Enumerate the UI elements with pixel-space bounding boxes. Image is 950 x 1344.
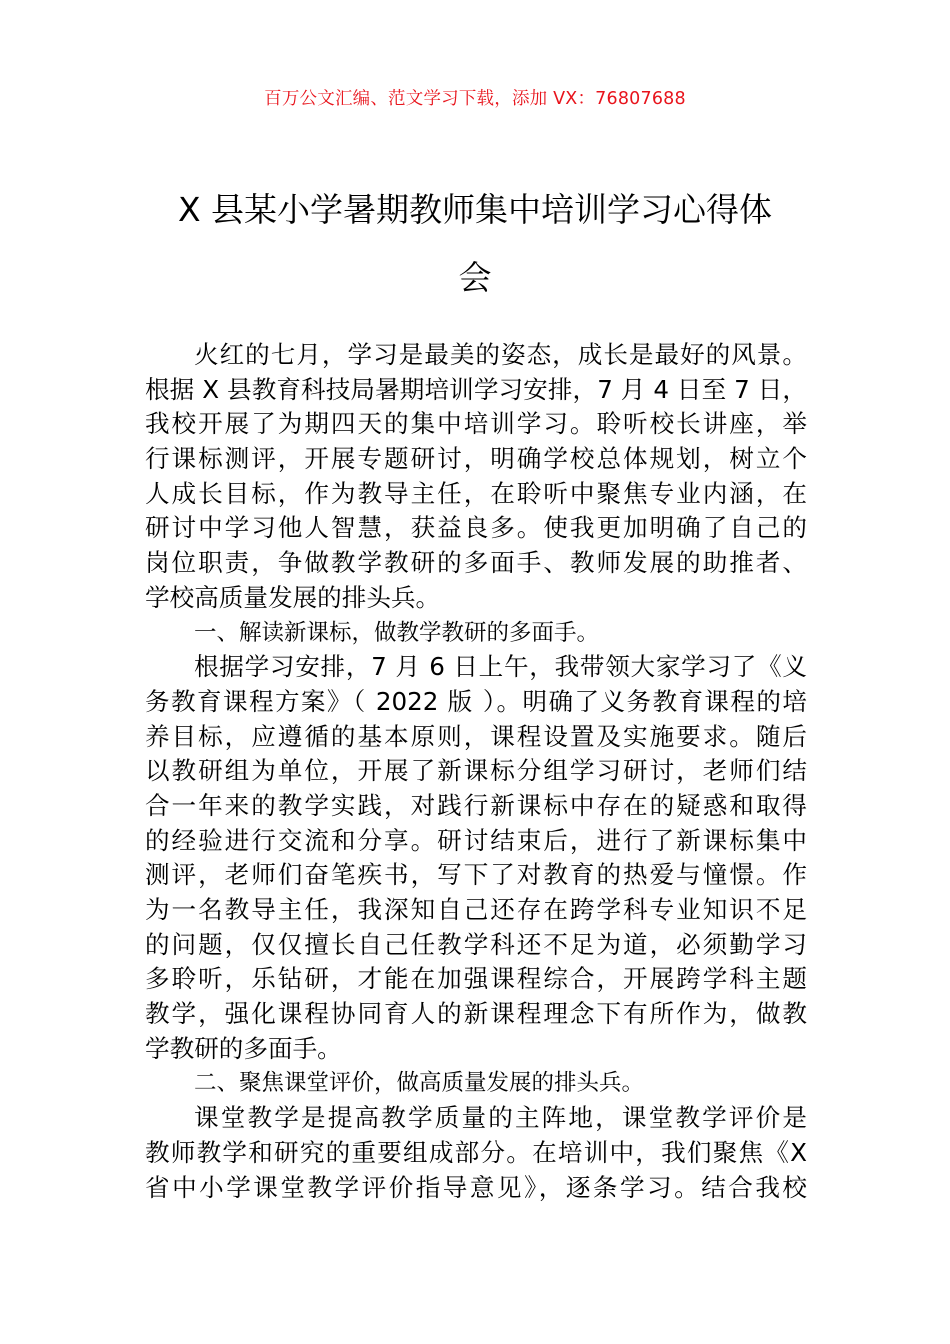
document-title <box>145 176 805 312</box>
section-heading-2 <box>145 1066 807 1101</box>
document-body <box>145 338 807 1205</box>
heading-line: 二、聚焦课堂评价，做高质量发展的排头兵。 <box>194 1070 645 1097</box>
text-line: 人成长目标，作为教导主任，在聆听中聚焦专业内涵，在 <box>145 478 807 508</box>
text-line: 我校开展了为期四天的集中培训学习。聆听校长讲座，举 <box>145 409 807 439</box>
text-line: 的经验进行交流和分享。研讨结束后，进行了新课标集中 <box>145 825 807 855</box>
text-line: 课堂教学是提高教学质量的主阵地，课堂教学评价是 <box>194 1103 807 1133</box>
text-line: 教师教学和研究的重要组成部分。在培训中，我们聚焦《X <box>145 1137 807 1167</box>
title-line-2: 会 <box>458 258 492 297</box>
heading-line: 一、解读新课标，做教学教研的多面手。 <box>194 619 600 646</box>
text-line: 根据学习安排，7 月 6 日上午，我带领大家学习了《义 <box>194 652 807 682</box>
text-line: 火红的七月，学习是最美的姿态，成长是最好的风景。 <box>194 340 807 369</box>
text-line: 教学，强化课程协同育人的新课程理念下有所作为，做教 <box>145 999 807 1029</box>
text-line: 养目标，应遵循的基本原则，课程设置及实施要求。随后 <box>145 721 807 751</box>
paragraph-intro <box>145 338 807 616</box>
text-line: 学教研的多面手。 <box>145 1033 342 1063</box>
text-line: 多聆听，乐钻研，才能在加强课程综合，开展跨学科主题 <box>145 964 807 994</box>
text-line: 行课标测评，开展专题研讨，明确学校总体规划，树立个 <box>145 444 807 474</box>
text-line: 测评，老师们奋笔疾书，写下了对教育的热爱与憧憬。作 <box>145 860 807 890</box>
title-line-1: X 县某小学暑期教师集中培训学习心得体 <box>177 190 773 229</box>
text-line: 务教育课程方案》（ 2022 版 ）。明确了义务教育课程的培 <box>145 686 807 716</box>
text-line: 根据 X 县教育科技局暑期培训学习安排，7 月 4 日至 7 日， <box>145 374 807 404</box>
section-heading-1 <box>145 616 807 651</box>
text-line: 合一年来的教学实践，对践行新课标中存在的疑惑和取得 <box>145 790 807 820</box>
text-line: 学校高质量发展的排头兵。 <box>145 582 441 612</box>
text-line: 为一名教导主任，我深知自己还存在跨学科专业知识不足 <box>145 895 807 924</box>
watermark-banner: 百万公文汇编、范文学习下载，添加 VX：76807688 <box>264 89 686 109</box>
text-line: 的问题，仅仅擅长自己任教学科还不足为道，必须勤学习 <box>145 929 807 959</box>
text-line: 岗位职责，争做教学教研的多面手、教师发展的助推者、 <box>145 548 807 578</box>
paragraph-section-1 <box>145 650 807 1066</box>
text-line: 研讨中学习他人智慧，获益良多。使我更加明确了自己的 <box>145 513 807 543</box>
text-line: 省中小学课堂教学评价指导意见》，逐条学习。结合我校 <box>145 1172 807 1202</box>
paragraph-section-2 <box>145 1101 807 1205</box>
text-line: 以教研组为单位，开展了新课标分组学习研讨，老师们结 <box>145 756 807 786</box>
